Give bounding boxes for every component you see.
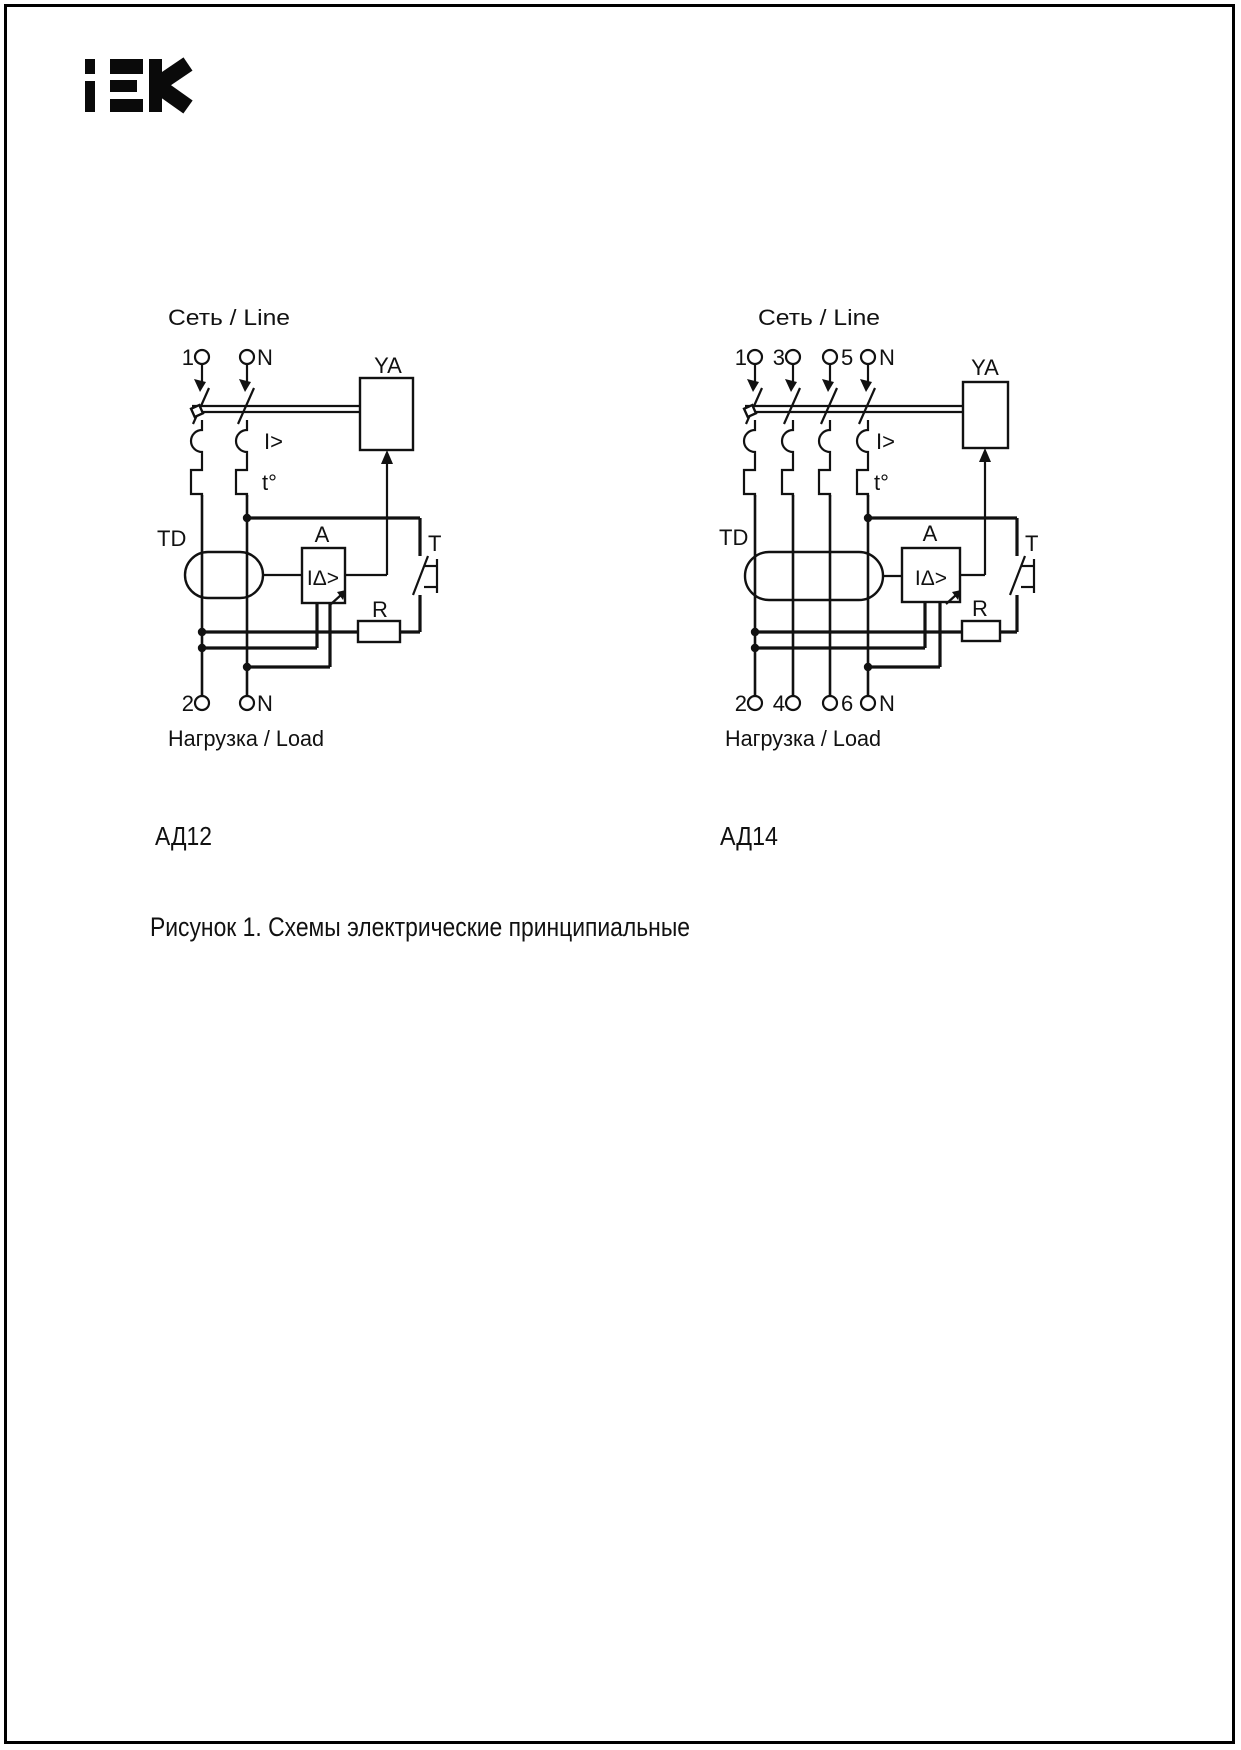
overcurrent-release-label: I>: [264, 429, 283, 454]
terminal-label-bottom-n: N: [879, 691, 895, 716]
amplifier-label: A: [922, 521, 938, 546]
figure-caption: Рисунок 1. Схемы электрические принципиальные: [150, 912, 690, 942]
amplifier-label: A: [314, 522, 330, 547]
pole-releases: [744, 420, 868, 497]
terminal-label-bottom-6: 6: [841, 691, 854, 716]
terminal-bottom-2: [748, 696, 762, 710]
terminal-label-top-n: N: [879, 345, 895, 370]
terminal-bottom-2: [195, 696, 209, 710]
diff-current-label: IΔ>: [306, 567, 340, 590]
diagram-ad14: [719, 305, 1038, 851]
line-side-label: Сеть / Line: [168, 305, 290, 330]
diagram-ad12: [155, 305, 441, 851]
test-button-label: T: [1025, 531, 1039, 556]
diff-transformer-label: TD: [719, 525, 749, 550]
terminal-label-top-3: 3: [772, 345, 785, 370]
terminal-top-1: [748, 350, 762, 364]
diff-transformer: [745, 552, 883, 600]
pole-releases: [191, 420, 247, 497]
diff-current-label: IΔ>: [914, 567, 948, 590]
terminal-top-5: [823, 350, 837, 364]
thermal-release-label: t°: [262, 470, 277, 495]
contact-arrows: [747, 364, 872, 392]
load-side-label: Нагрузка / Load: [168, 726, 324, 751]
terminal-label-top-1: 1: [181, 345, 194, 370]
terminal-label-top-n: N: [257, 345, 273, 370]
test-resistor: [358, 621, 400, 642]
terminal-bottom-n: [861, 696, 875, 710]
test-resistor-label: R: [372, 597, 388, 622]
terminal-top-n: [240, 350, 254, 364]
breaker-mechanism: [744, 388, 963, 424]
trip-arrow: [979, 448, 991, 462]
line-side-label: Сеть / Line: [758, 305, 880, 330]
contact-arrows: [194, 364, 251, 392]
model-label-ad14: АД14: [720, 821, 778, 851]
trip-coil-label: YA: [374, 353, 402, 378]
model-label-ad12: АД12: [155, 821, 212, 851]
terminal-bottom-4: [786, 696, 800, 710]
terminal-bottom-n: [240, 696, 254, 710]
terminal-label-top-5: 5: [841, 345, 854, 370]
terminal-label-top-1: 1: [734, 345, 747, 370]
thermal-release-label: t°: [874, 470, 889, 495]
breaker-mechanism: [191, 388, 360, 424]
terminal-top-3: [786, 350, 800, 364]
overcurrent-release-label: I>: [876, 429, 895, 454]
terminal-top-n: [861, 350, 875, 364]
terminal-top-1: [195, 350, 209, 364]
trip-arrow: [381, 450, 393, 464]
diff-transformer-label: TD: [157, 526, 187, 551]
test-resistor: [962, 621, 1000, 641]
load-side-label: Нагрузка / Load: [725, 726, 881, 751]
terminal-label-bottom-n: N: [257, 691, 273, 716]
terminal-label-bottom-4: 4: [772, 691, 785, 716]
trip-coil-box: [360, 378, 413, 450]
test-resistor-label: R: [972, 596, 988, 621]
terminal-bottom-6: [823, 696, 837, 710]
diff-transformer: [185, 552, 263, 598]
mechanism-link-square: [191, 405, 203, 417]
trip-coil-label: YA: [971, 355, 999, 380]
terminal-label-bottom-2: 2: [734, 691, 747, 716]
test-button-label: T: [428, 531, 442, 556]
trip-coil-box: [963, 382, 1008, 448]
terminal-label-bottom-2: 2: [181, 691, 194, 716]
mechanism-link-square: [744, 405, 756, 417]
